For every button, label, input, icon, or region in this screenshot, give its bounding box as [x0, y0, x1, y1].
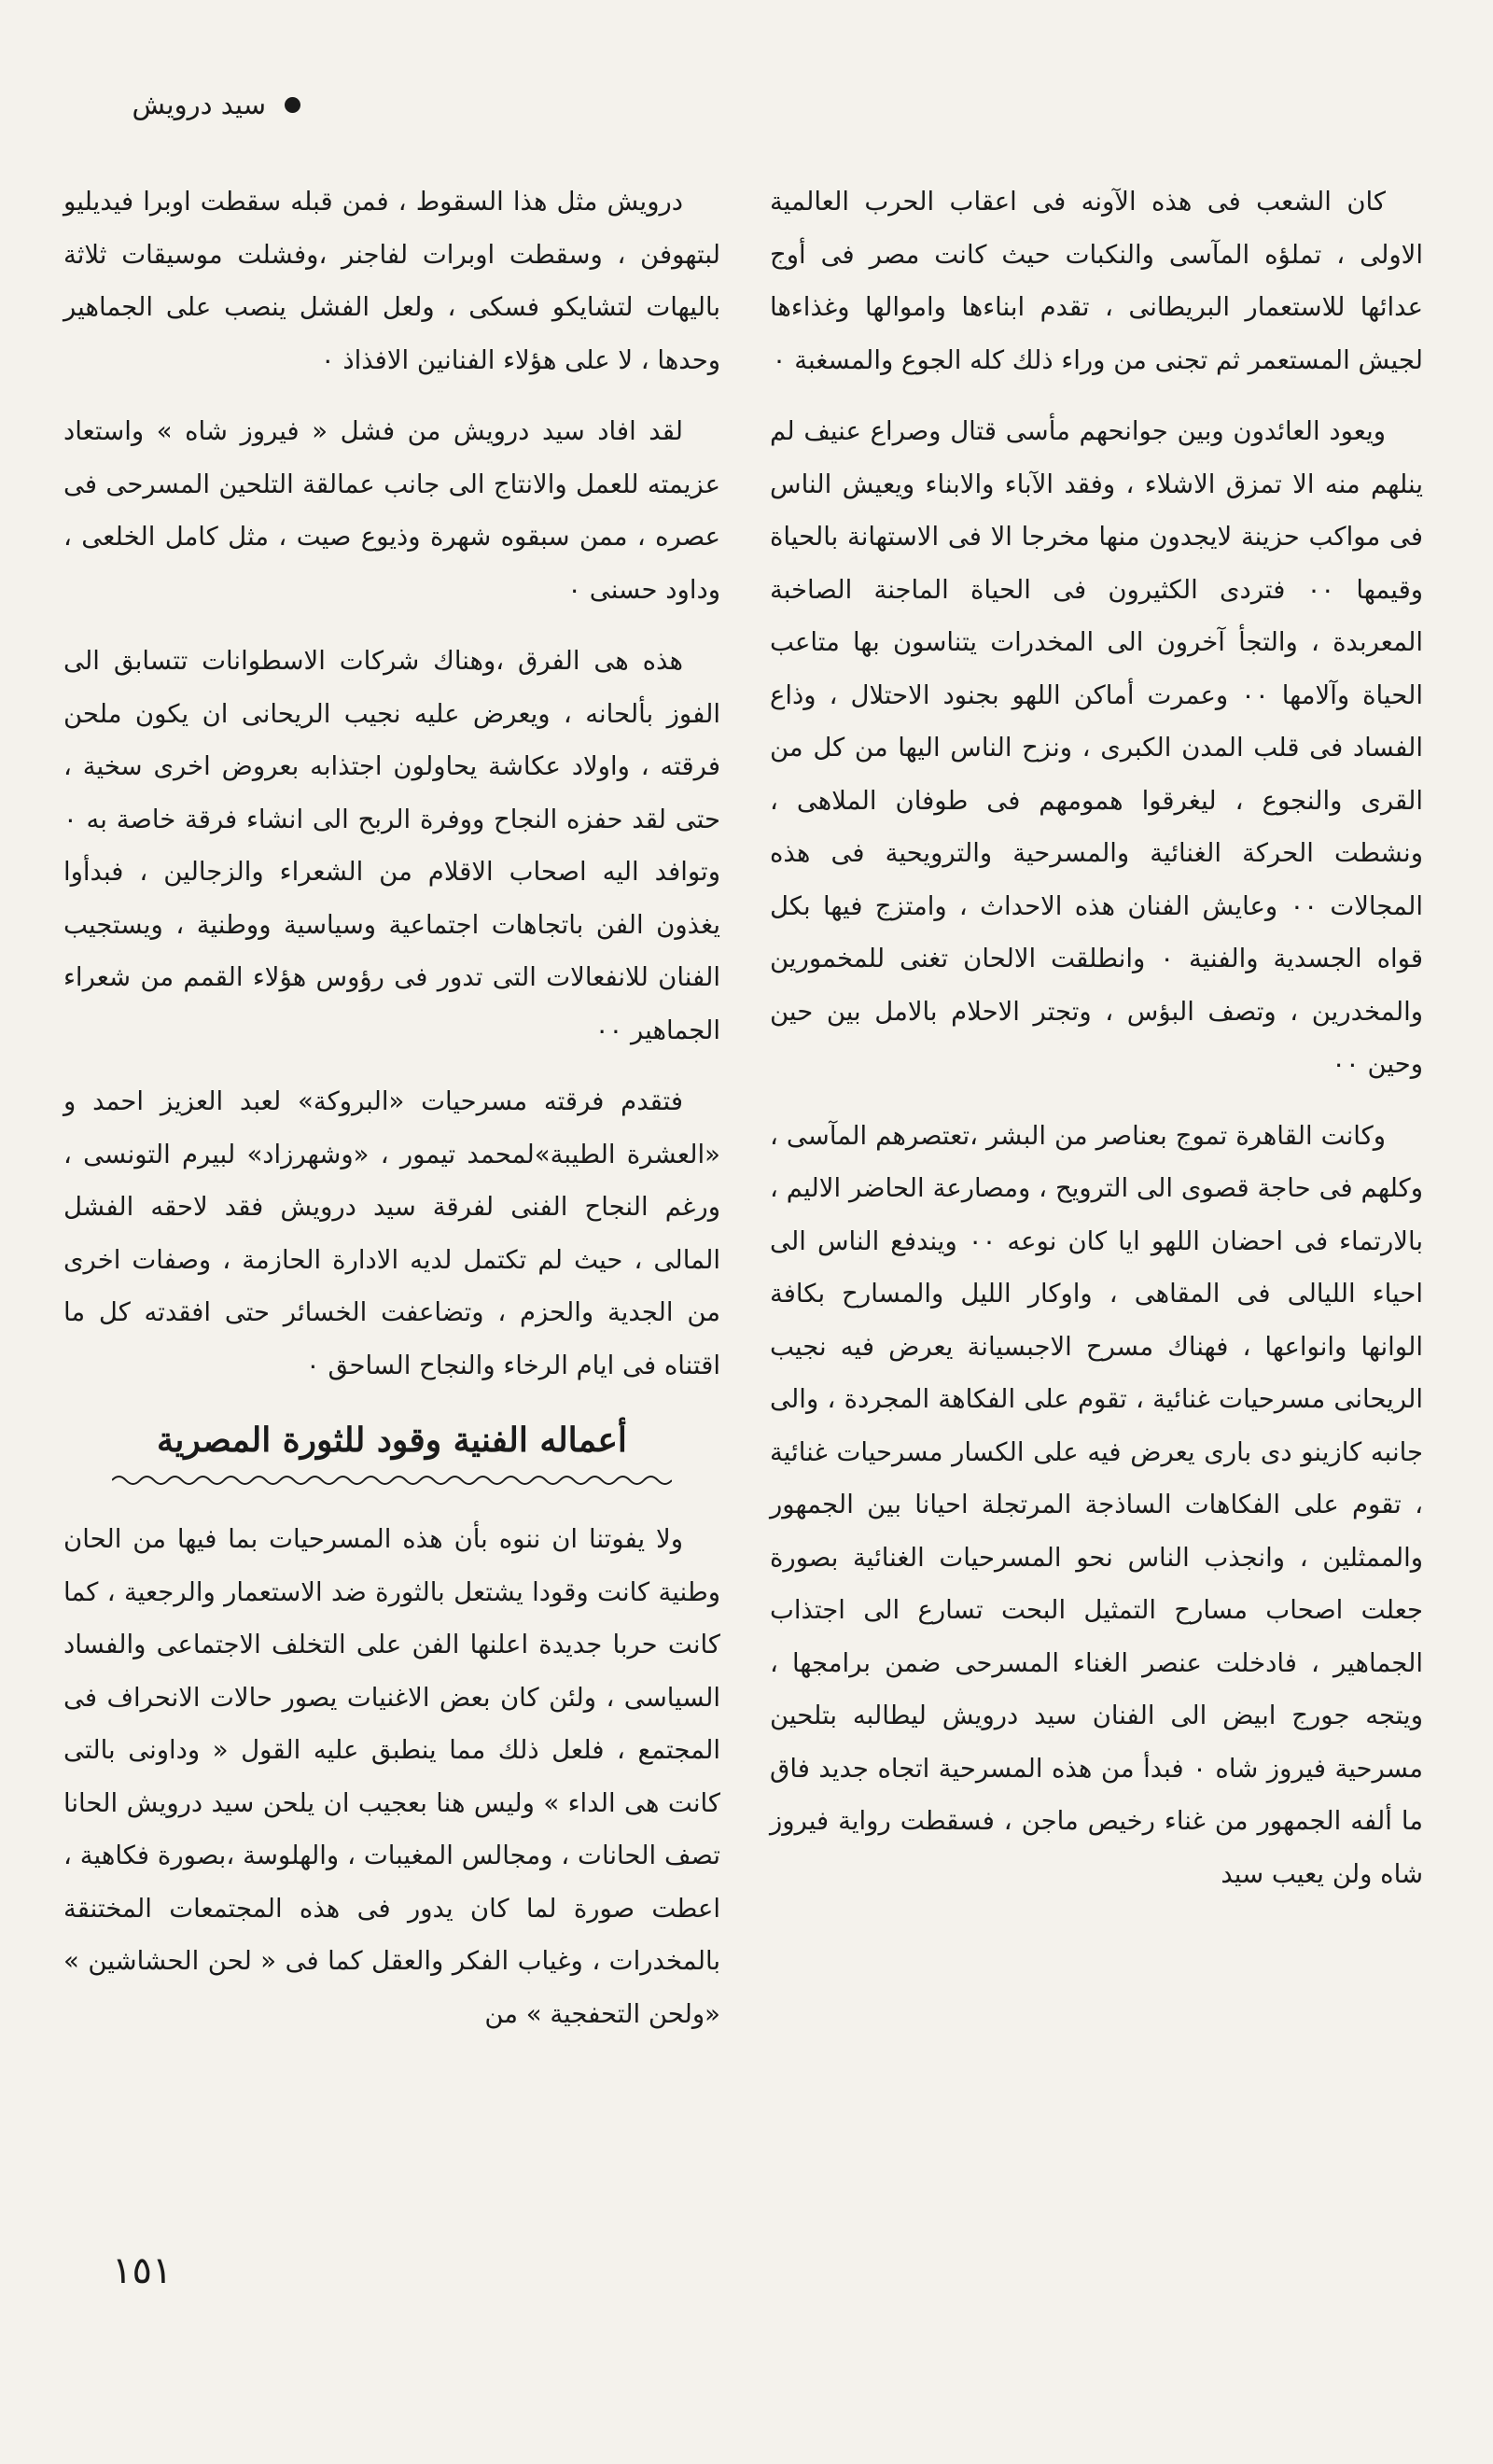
- paragraph: درويش مثل هذا السقوط ، فمن قبله سقطت اوبرا فيديليو لبتهوفن ، وسقطت اوبرات لفاجنر ،وفشلت موسيقات ثلاثة باليهات لتشايكو فسكى ، ولعل الفشل ينصب على الجماهير وحدها ، لا على هؤلاء الفنانين الافذاذ ٠: [63, 187, 720, 375]
- paragraph: لقد افاد سيد درويش من فشل « فيروز شاه » واستعاد عزيمته للعمل والانتاج الى جانب عمالقة التلحين المسرحى فى عصره ، ممن سبقوه شهرة وذيوع صيت ، مثل كامل الخلعى ، وداود حسنى ٠: [63, 416, 720, 605]
- section-heading: أعماله الفنية وقود للثورة المصرية: [157, 1421, 627, 1460]
- paragraph: فتقدم فرقته مسرحيات «البروكة» لعبد العزيز احمد و «العشرة الطيبة»لمحمد تيمور ، «وشهرزاد» لبيرم التونسى ، ورغم النجاح الفنى لفرقة سيد درويش فقد لاحقه الفشل المالى ، حيث لم تكتمل لديه الادارة الحازمة ، وصفات اخرى من الجدية والحزم ، وتضاعفت الخسائر حتى افقدته كل ما اقتناه فى ايام الرخاء والنجاح الساحق ٠: [63, 1086, 720, 1380]
- left-column: [63, 175, 720, 2040]
- paragraph: كان الشعب فى هذه الآونه فى اعقاب الحرب العالمية الاولى ، تملؤه المآسى والنكبات حيث كانت مصر فى أوج عدائها للاستعمار البريطانى ، تقدم ابناءها واموالها وغذاءها لجيش المستعمر ثم تجنى من وراء ذلك كله الجوع والمسغبة ٠: [770, 187, 1423, 375]
- wavy-rule-icon: [112, 1472, 672, 1489]
- running-head: [77, 86, 300, 123]
- bullet-icon: [285, 97, 300, 113]
- paragraph: ويعود العائدون وبين جوانحهم مأسى قتال وصراع عنيف لم ينلهم منه الا تمزق الاشلاء ، وفقد الآباء والابناء ويعيش الناس فى مواكب حزينة لايجدون منها مخرجا الا فى الاستهانة بالحياة وقيمها ٠٠ فتردى الكثيرون فى الحياة الماجنة الصاخبة المعربدة ، والتجأ آخرون الى المخدرات يتناسون بها متاعب الحياة وآلامها ٠٠ وعمرت أماكن اللهو بجنود الاحتلال ، وذاع الفساد فى قلب المدن الكبرى ، ونزح الناس اليها من كل من القرى والنجوع ، ليغرقوا همومهم فى طوفان الملاهى ، ونشطت الحركة الغنائية والمسرحية والترويحية فى هذه المجالات ٠٠ وعايش الفنان هذه الاحداث ، وامتزج فيها بكل قواه الجسدية والفنية ٠ وانطلقت الالحان تغنى للمخمورين والمخدرين ، وتصف البؤس ، وتجتر الاحلام بالامل بين حين وحين ٠٠: [770, 416, 1423, 1079]
- page-number: ١٥١: [112, 2249, 173, 2292]
- right-column: [770, 175, 1423, 1900]
- paragraph: هذه هى الفرق ،وهناك شركات الاسطوانات تتسابق الى الفوز بألحانه ، ويعرض عليه نجيب الريحانى ان يكون ملحن فرقته ، واولاد عكاشة يحاولون اجتذابه بعروض اخرى سخية ، حتى لقد حفزه النجاح ووفرة الربح الى انشاء فرقة خاصة به ٠ وتوافد اليه اصحاب الاقلام من الشعراء والزجالين ، فبدأوا يغذون الفن باتجاهات اجتماعية وسياسية ووطنية ، ويستجيب الفنان للانفعالات التى تدور فى رؤوس هؤلاء القمم من شعراء الجماهير ٠٠: [63, 646, 720, 1045]
- running-title: سيد درويش: [132, 89, 266, 120]
- paragraph: ولا يفوتنا ان ننوه بأن هذه المسرحيات بما فيها من الحان وطنية كانت وقودا يشتعل بالثورة ضد الاستعمار والرجعية ، كما كانت حربا جديدة اعلنها الفن على التخلف الاجتماعى والفساد السياسى ، ولئن كان بعض الاغنيات يصور حالات الانحراف فى المجتمع ، فلعل ذلك مما ينطبق عليه القول « وداونى بالتى كانت هى الداء » وليس هنا بعجيب ان يلحن سيد درويش الحانا تصف الحانات ، ومجالس المغيبات ، والهلوسة ،بصورة فكاهية ، اعطت صورة لما كان يدور فى هذه المجتمعات المختنقة بالمخدرات ، وغياب الفكر والعقل كما فى « لحن الحشاشين » «ولحن التحفجية » من: [63, 1524, 720, 2029]
- paragraph: وكانت القاهرة تموج بعناصر من البشر ،تعتصرهم المآسى ، وكلهم فى حاجة قصوى الى الترويح ، ومصارعة الحاضر الاليم ، بالارتماء فى احضان اللهو ايا كان نوعه ٠٠ ويندفع الناس الى احياء الليالى فى المقاهى ، واوكار الليل والمسارح بكافة الوانها وانواعها ، فهناك مسرح الاجبسيانة يعرض فيه نجيب الريحانى مسرحيات غنائية ، تقوم على الفكاهة المجردة ، والى جانبه كازينو دى بارى يعرض فيه على الكسار مسرحيات غنائية ، تقوم على الفكاهات الساذجة المرتجلة احيانا بين الجمهور والممثلين ، وانجذب الناس نحو المسرحيات الغنائية بصورة جعلت اصحاب مسارح التمثيل البحت تسارع الى اجتذاب الجماهير ، فادخلت عنصر الغناء المسرحى ضمن برامجها ، ويتجه جورج ابيض الى الفنان سيد درويش ليطالبه بتلحين مسرحية فيروز شاه ٠ فبدأ من هذه المسرحية اتجاه جديد فاق ما ألفه الجمهور من غناء رخيص ماجن ، فسقطت رواية فيروز شاه ولن يعيب سيد: [770, 1120, 1423, 1889]
